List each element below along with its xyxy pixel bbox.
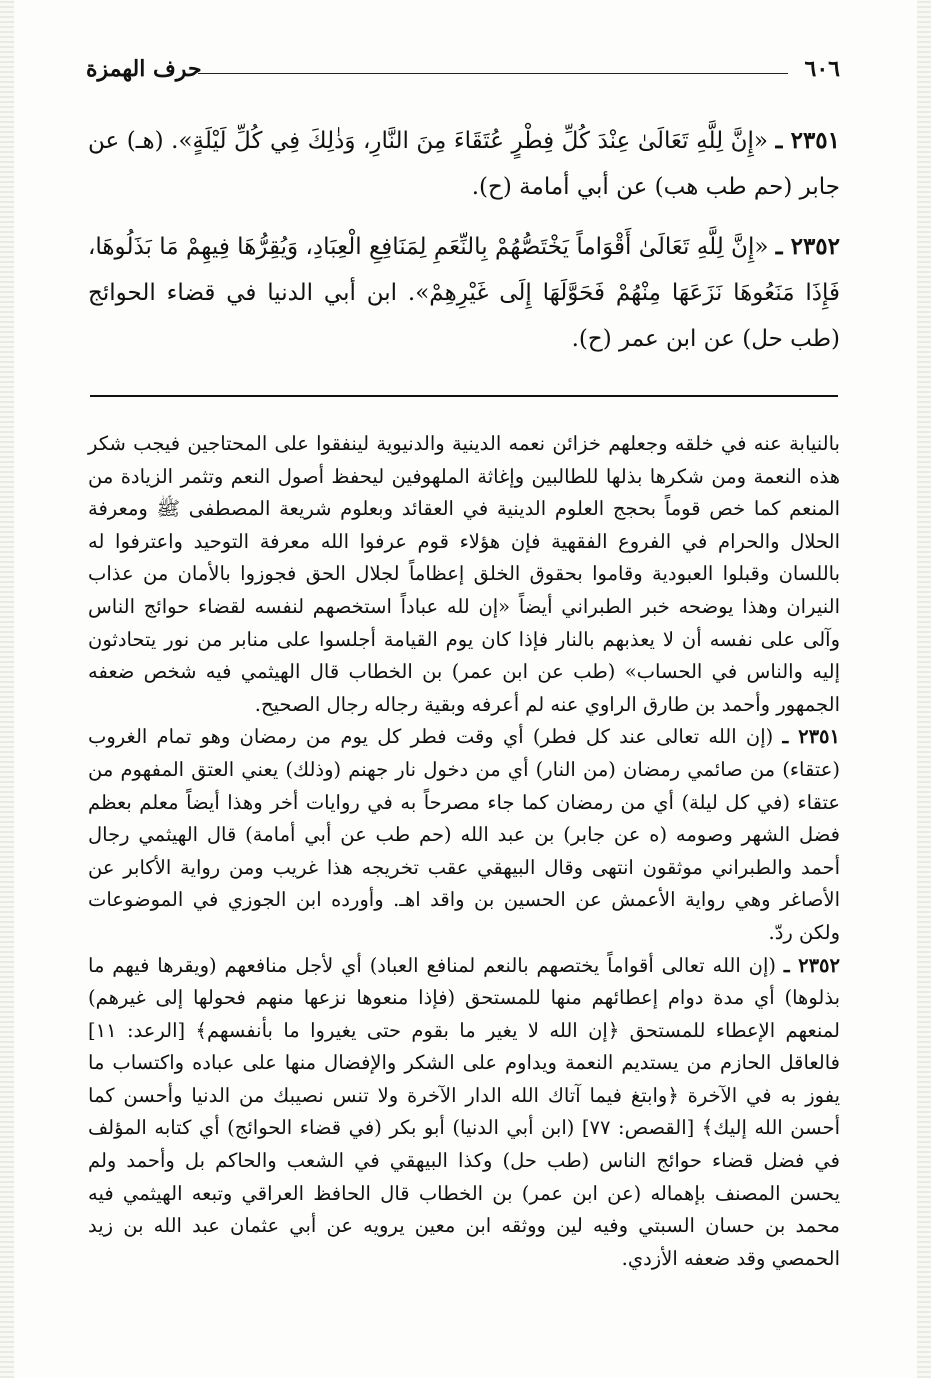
scan-edge-left xyxy=(0,0,14,1378)
page-number: ٦٠٦ xyxy=(804,56,840,82)
commentary-intro: بالنيابة عنه في خلقه وجعلهم خزائن نعمه الدينية والدنيوية لينفقوا على المحتاجين فيجب شكر هذه النعمة ومن شكرها بذلها للطالبين وإغاثة الملهوفين ليحفظ أصول النعم وتثمر الزيادة من المنعم كما خص قوماً بحجج العلوم الدينية في العقائد وبعلوم شريعة المصطفى ﷺ ومعرفة الحلال والحرام في الفروع الفقهية فإن هؤلاء قوم عرفوا الله معرفة التوحيد واعترفوا له باللسان وقبلوا العبودية وقاموا بحقوق الخلق إعظاماً لجلال الحق فجوزوا بالأمان من عذاب النيران وهذا يوضحه خبر الطبراني أيضاً «إن لله عباداً استخصهم لنفسه لقضاء حوائج الناس وآلى على نفسه أن لا يعذبهم بالنار فإذا كان يوم القيامة أجلسوا على منابر من نور يتحادثون إليه والناس في الحساب» (طب عن ابن عمر) بن الخطاب قال الهيثمي فيه شخص ضعفه الجمهور وأحمد بن طارق الراوي عنه لم أعرفه وبقية رجاله رجال الصحيح. xyxy=(88,432,841,716)
commentary-entry-2351 xyxy=(88,721,840,949)
chapter-title: حرف الهمزة xyxy=(86,56,202,82)
hadith-2351 xyxy=(88,118,840,210)
hadith-text: «إِنَّ لِلَّهِ تَعَالَىٰ أَقْوَاماً يَخْتَصُّهُمْ بِالنِّعَمِ لِمَنَافِعِ الْعِبَادِ، وَيُقِرُّهَا فِيهِمْ مَا بَذَلُوهَا، فَإِذَا مَنَعُوهَا نَزَعَهَا مِنْهُمْ فَحَوَّلَهَا إِلَى غَيْرِهِمْ». ابن أبي الدنيا في قضاء الحوائج (طب حل) عن ابن عمر (ح). xyxy=(88,234,840,352)
hadith-number: ٢٣٥٢ ـ xyxy=(775,233,841,260)
commentary-entry-number: ٢٣٥٢ ـ xyxy=(783,953,840,977)
hadith-number: ٢٣٥١ ـ xyxy=(775,127,841,154)
commentary xyxy=(88,428,840,1275)
hadith-2352 xyxy=(88,224,840,362)
header-rule xyxy=(198,73,788,74)
hadith-text: «إِنَّ لِلَّهِ تَعَالَىٰ عِنْدَ كُلِّ فِطْرٍ عُتَقَاءَ مِنَ النَّارِ، وَذٰلِكَ فِي كُلِّ لَيْلَةٍ». (هـ) عن جابر (حم طب هب) عن أبي أمامة (ح). xyxy=(88,128,840,200)
commentary-entry-2352 xyxy=(88,950,840,1276)
commentary-entry-text: (إن الله تعالى أقواماً يختصهم بالنعم لمنافع العباد) أي لأجل منافعهم (ويقرها فيهم ما بذلوها) أي مدة دوام إعطائهم منها للمستحق (فإذا منعوها نزعها منهم فحولها إلى غيرهم) لمنعهم الإعطاء للمستحق ﴿إن الله لا يغير ما بقوم حتى يغيروا ما بأنفسهم﴾ [الرعد: ١١] فالعاقل الحازم من يستديم النعمة ويداوم على الشكر والإفضال منها على عباده واكتساب ما يفوز به في الآخرة ﴿وابتغ فيما آتاك الله الدار الآخرة ولا تنس نصيبك من الدنيا وأحسن كما أحسن الله إليك﴾ [القصص: ٧٧] (ابن أبي الدنيا) أبو بكر (في قضاء الحوائج) أي كتابه المؤلف في فضل قضاء حوائج الناس (طب حل) وكذا البيهقي في الشعب والحاكم بل وأحمد ولم يحسن المصنف بإهماله (عن ابن عمر) بن الخطاب قال الحافظ العراقي وتبعه الهيثمي فيه محمد بن حسان السبتي وفيه لين ووثقه ابن معين يرويه عن أبي عثمان عبد الله بن زيد الحمصي وقد ضعفه الأزدي. xyxy=(88,953,840,1270)
page-header xyxy=(86,56,840,92)
commentary-entry-text: (إن الله تعالى عند كل فطر) أي وقت فطر كل يوم من رمضان وهو تمام الغروب (عتقاء) من صائمي رمضان (من النار) أي من دخول نار جهنم (وذلك) يعني العتق المفهوم من عتقاء (في كل ليلة) أي من رمضان كما جاء مصرحاً به في روايات أخر وهذا أيضاً معلم بعظم فضل الشهر وصومه (ه عن جابر) بن عبد الله (حم طب عن أبي أمامة) قال الهيثمي رجال أحمد والطبراني موثقون انتهى وقال البيهقي عقب تخريجه هذا غريب ومن رواية الأكابر عن الأصاغر وهي رواية الأعمش عن الحسين بن واقد اهـ. وأورده ابن الجوزي في الموضوعات ولكن ردّ. xyxy=(88,725,840,944)
scan-edge-right xyxy=(917,0,931,1378)
commentary-entry-number: ٢٣٥١ ـ xyxy=(782,725,840,749)
section-divider xyxy=(90,395,838,397)
